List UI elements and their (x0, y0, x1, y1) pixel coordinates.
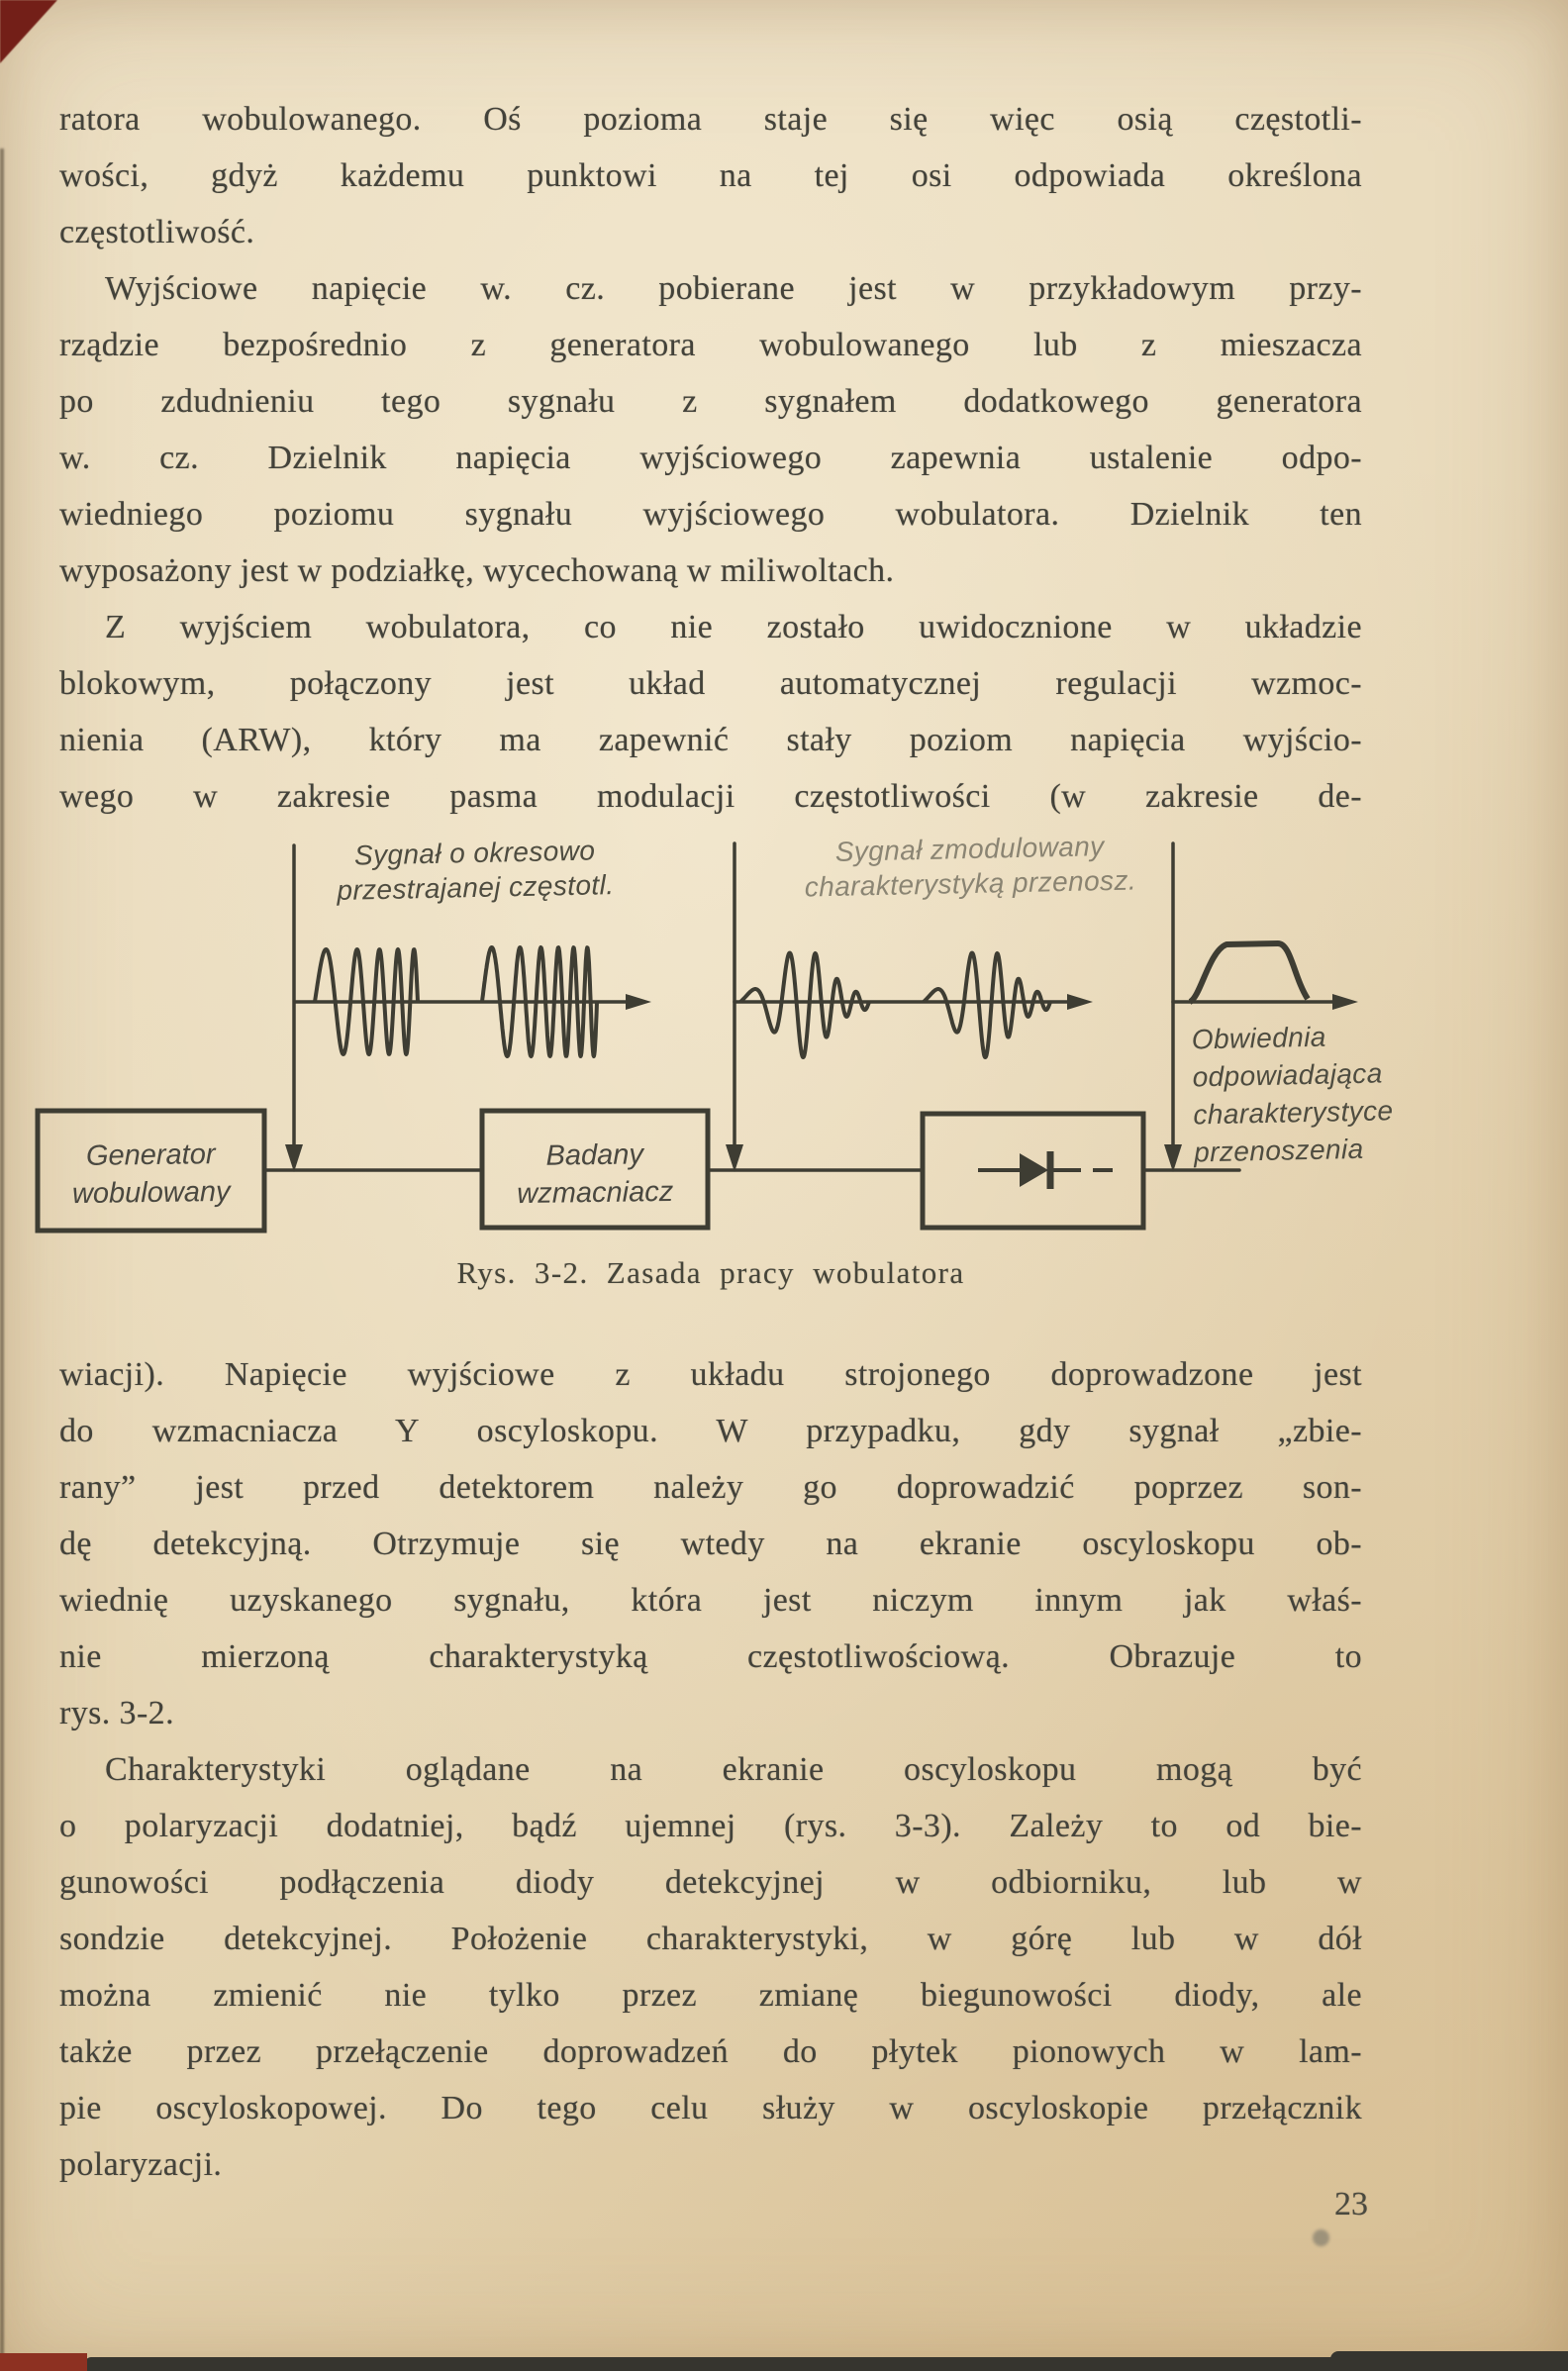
text-line: wiedniego poziomu sygnału wyjściowego wobulatora. Dzielnik ten (59, 496, 1362, 533)
waveform-modulated-burst2-icon (924, 953, 1050, 1057)
text-line: nienia (ARW), który ma zapewnić stały poziom napięcia wyjścio- (59, 722, 1362, 758)
arrow-down-right (1164, 1144, 1182, 1172)
arrow-right-3 (1332, 994, 1358, 1010)
label-line: Sygnał zmodulowany (834, 831, 1105, 867)
figure (0, 832, 1568, 1247)
scan-corner-mark (0, 0, 57, 63)
paragraph (59, 260, 1362, 599)
text-line: wiednię uzyskanego sygnału, która jest niczym innym jak właś- (59, 1582, 1362, 1619)
text-line: Charakterystyki oglądane na ekranie oscyloskopu mogą być (105, 1751, 1362, 1788)
text-line: pie oscyloskopowej. Do tego celu służy w oscyloskopie przełącznik (59, 2090, 1362, 2126)
paragraph (59, 91, 1362, 260)
text-line: częstotliwość. (59, 214, 255, 250)
text-line: rządzie bezpośrednio z generatora wobulowanego lub z mieszacza (59, 327, 1362, 363)
text-line: można zmienić nie tylko przez zmianę biegunowości diody, ale (59, 1977, 1362, 2014)
label-line: charakterystyką przenosz. (804, 864, 1137, 903)
text-line: o polaryzacji dodatniej, bądź ujemnej (rys. 3-3). Zależy to od bie- (59, 1808, 1362, 1844)
ink-spot (1313, 2229, 1329, 2246)
label-line: Badany (545, 1138, 644, 1172)
page-number: 23 (1334, 2186, 1368, 2223)
text-block-bottom (59, 1346, 1362, 2193)
paragraph (59, 1346, 1362, 1741)
label-line: Sygnał o okresowo (353, 835, 596, 871)
text-line: Wyjściowe napięcie w. cz. pobierane jest w przykładowym przy- (105, 270, 1362, 307)
text-line: w. cz. Dzielnik napięcia wyjściowego zapewnia ustalenie odpo- (59, 440, 1362, 476)
text-line: po zdudnieniu tego sygnału z sygnałem dodatkowego generatora (59, 383, 1362, 420)
text-line: sondzie detekcyjnej. Położenie charakterystyki, w górę lub w dół (59, 1921, 1362, 1957)
label-line: charakterystyce (1193, 1095, 1394, 1131)
text-line: także przez przełączenie doprowadzeń do płytek pionowych w lam- (59, 2033, 1362, 2070)
diode-icon (978, 1151, 1113, 1189)
label-line: Obwiednia (1191, 1021, 1327, 1055)
text-line: rany” jest przed detektorem należy go doprowadzić poprzez son- (59, 1469, 1362, 1506)
text-line: blokowym, połączony jest układ automatycznej regulacji wzmoc- (59, 665, 1362, 702)
paragraph (59, 1741, 1362, 2193)
label-line: przenoszenia (1193, 1133, 1364, 1168)
text-line: wyposażony jest w podziałkę, wycechowaną w miliwoltach. (59, 552, 895, 589)
label-line: przestrajanej częstotl. (337, 869, 615, 906)
text-line: ratora wobulowanego. Oś pozioma staje się więc osią częstotli- (59, 101, 1362, 138)
label-envelope (1191, 1015, 1520, 1172)
text-line: nie mierzoną charakterystyką częstotliwościową. Obrazuje to (59, 1638, 1362, 1675)
waveform-modulated-burst1-icon (740, 953, 869, 1057)
text-line: gunowości podłączenia diody detekcyjnej w odbiorniku, lub w (59, 1864, 1362, 1901)
scan-bottom-edge-right (1330, 2351, 1568, 2371)
arrow-right-1 (626, 994, 651, 1010)
label-line: Generator (85, 1138, 216, 1172)
text-line: do wzmacniacza Y oscyloskopu. W przypadku, gdy sygnał „zbie- (59, 1413, 1362, 1449)
arrow-down-mid (726, 1144, 743, 1172)
label-swept-signal (308, 832, 641, 908)
text-line: wości, gdyż każdemu punktowi na tej osi odpowiada określona (59, 157, 1362, 194)
text-line: wiacji). Napięcie wyjściowe z układu strojonego doprowadzone jest (59, 1356, 1362, 1393)
text-line: polaryzacji. (59, 2146, 223, 2183)
scan-left-edge (0, 148, 4, 2357)
label-line: odpowiadająca (1192, 1057, 1383, 1093)
arrow-right-2 (1067, 994, 1093, 1010)
scan-bottom-red-mark (0, 2353, 87, 2371)
text-line: Z wyjściem wobulatora, co nie zostało uwidocznione w układzie (105, 609, 1362, 645)
arrow-down-left (285, 1144, 303, 1172)
label-line: wobulowany (71, 1175, 231, 1211)
label-line: wzmacniacz (517, 1175, 674, 1211)
envelope-curve-icon (1190, 943, 1308, 1002)
amplifier-box-label (481, 1135, 708, 1213)
text-line: wego w zakresie pasma modulacji częstotliwości (w zakresie de- (59, 778, 1362, 815)
generator-box-label (37, 1135, 264, 1213)
text-block-top (59, 91, 1362, 825)
paragraph (59, 599, 1362, 825)
figure-caption: Rys. 3-2. Zasada pracy wobulatora (456, 1255, 965, 1290)
text-line: rys. 3-2. (59, 1695, 174, 1731)
text-line: dę detekcyjną. Otrzymuje się wtedy na ekranie oscyloskopu ob- (59, 1526, 1362, 1562)
label-modulated-signal (786, 828, 1153, 905)
